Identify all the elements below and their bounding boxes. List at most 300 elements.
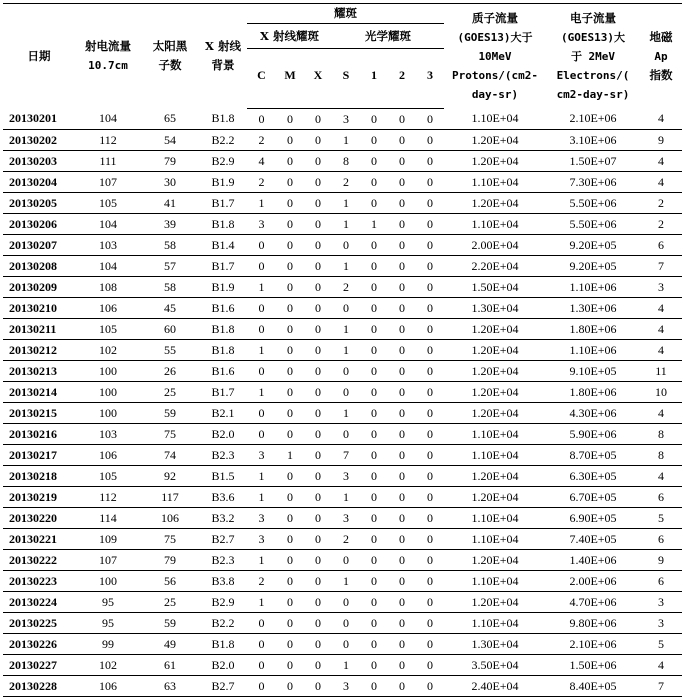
- cell-m-flares: 0: [276, 550, 304, 571]
- cell-x-flares: 0: [304, 193, 332, 214]
- cell-class1-flares: 0: [360, 256, 388, 277]
- cell-s-flares: 0: [332, 235, 360, 256]
- cell-proton-flux: 1.20E+04: [444, 340, 546, 361]
- cell-x-flares: 0: [304, 403, 332, 424]
- cell-class2-flares: 0: [388, 571, 416, 592]
- cell-radio-flux: 114: [75, 508, 141, 529]
- cell-proton-flux: 1.20E+04: [444, 193, 546, 214]
- cell-date: 20130218: [3, 466, 75, 487]
- cell-sunspots: 60: [141, 319, 199, 340]
- cell-date: 20130212: [3, 340, 75, 361]
- cell-s-flares: 3: [332, 109, 360, 130]
- cell-c-flares: 3: [247, 508, 276, 529]
- cell-date: 20130214: [3, 382, 75, 403]
- cell-proton-flux: 1.20E+04: [444, 487, 546, 508]
- cell-class1-flares: 0: [360, 277, 388, 298]
- cell-c-flares: 1: [247, 466, 276, 487]
- cell-xray-background: B2.9: [199, 592, 247, 613]
- cell-class3-flares: 0: [416, 109, 444, 130]
- cell-ap-index: 4: [640, 109, 682, 130]
- cell-date: 20130207: [3, 235, 75, 256]
- cell-class1-flares: 0: [360, 319, 388, 340]
- cell-xray-background: B1.4: [199, 235, 247, 256]
- cell-ap-index: 8: [640, 424, 682, 445]
- cell-x-flares: 0: [304, 277, 332, 298]
- cell-s-flares: 0: [332, 382, 360, 403]
- cell-class1-flares: 0: [360, 109, 388, 130]
- cell-date: 20130210: [3, 298, 75, 319]
- cell-radio-flux: 103: [75, 235, 141, 256]
- cell-radio-flux: 104: [75, 256, 141, 277]
- cell-electron-flux: 5.50E+06: [546, 214, 640, 235]
- cell-radio-flux: 112: [75, 130, 141, 151]
- table-row: [3, 109, 682, 130]
- header-xray-background-line2: 背景: [211, 58, 235, 73]
- cell-class1-flares: 0: [360, 613, 388, 634]
- table-row: [3, 466, 682, 487]
- table-row: [3, 592, 682, 613]
- cell-sunspots: 26: [141, 361, 199, 382]
- cell-class1-flares: 1: [360, 214, 388, 235]
- cell-c-flares: 1: [247, 550, 276, 571]
- cell-electron-flux: 6.90E+05: [546, 508, 640, 529]
- cell-date: 20130228: [3, 676, 75, 697]
- cell-c-flares: 0: [247, 424, 276, 445]
- cell-m-flares: 0: [276, 214, 304, 235]
- cell-electron-flux: 4.30E+06: [546, 403, 640, 424]
- cell-ap-index: 4: [640, 655, 682, 676]
- cell-electron-flux: 2.10E+06: [546, 109, 640, 130]
- cell-class1-flares: 0: [360, 550, 388, 571]
- cell-class3-flares: 0: [416, 466, 444, 487]
- cell-xray-background: B1.7: [199, 193, 247, 214]
- cell-electron-flux: 1.10E+06: [546, 340, 640, 361]
- cell-s-flares: 3: [332, 466, 360, 487]
- cell-xray-background: B2.2: [199, 130, 247, 151]
- cell-radio-flux: 100: [75, 382, 141, 403]
- cell-sunspots: 57: [141, 256, 199, 277]
- cell-xray-background: B2.3: [199, 445, 247, 466]
- cell-electron-flux: 5.90E+06: [546, 424, 640, 445]
- cell-class1-flares: 0: [360, 634, 388, 655]
- cell-class3-flares: 0: [416, 340, 444, 361]
- cell-date: 20130221: [3, 529, 75, 550]
- cell-class3-flares: 0: [416, 235, 444, 256]
- cell-electron-flux: 6.70E+05: [546, 487, 640, 508]
- table-row: [3, 319, 682, 340]
- header-sunspots: [141, 4, 199, 109]
- cell-x-flares: 0: [304, 151, 332, 172]
- cell-class2-flares: 0: [388, 634, 416, 655]
- cell-date: 20130208: [3, 256, 75, 277]
- cell-sunspots: 79: [141, 151, 199, 172]
- cell-x-flares: 0: [304, 130, 332, 151]
- cell-x-flares: 0: [304, 445, 332, 466]
- cell-s-flares: 1: [332, 655, 360, 676]
- cell-s-flares: 1: [332, 340, 360, 361]
- cell-sunspots: 75: [141, 424, 199, 445]
- cell-radio-flux: 105: [75, 466, 141, 487]
- cell-electron-flux: 1.80E+06: [546, 382, 640, 403]
- cell-proton-flux: 1.10E+04: [444, 571, 546, 592]
- cell-class3-flares: 0: [416, 676, 444, 697]
- cell-class2-flares: 0: [388, 130, 416, 151]
- cell-s-flares: 2: [332, 529, 360, 550]
- cell-c-flares: 0: [247, 655, 276, 676]
- table-row: [3, 676, 682, 697]
- cell-class2-flares: 0: [388, 550, 416, 571]
- cell-c-flares: 0: [247, 109, 276, 130]
- cell-x-flares: 0: [304, 676, 332, 697]
- cell-class3-flares: 0: [416, 487, 444, 508]
- header-class-s: S: [342, 67, 350, 82]
- cell-electron-flux: 1.10E+06: [546, 277, 640, 298]
- cell-m-flares: 0: [276, 508, 304, 529]
- cell-electron-flux: 1.30E+06: [546, 298, 640, 319]
- header-date: 日期: [27, 48, 51, 63]
- cell-s-flares: 1: [332, 319, 360, 340]
- cell-s-flares: 1: [332, 403, 360, 424]
- cell-ap-index: 10: [640, 382, 682, 403]
- cell-class3-flares: 0: [416, 445, 444, 466]
- cell-class2-flares: 0: [388, 403, 416, 424]
- solar-activity-table: [3, 3, 682, 697]
- cell-class2-flares: 0: [388, 592, 416, 613]
- cell-class1-flares: 0: [360, 382, 388, 403]
- header-electron-line5: cm2-day-sr): [556, 87, 630, 101]
- cell-radio-flux: 105: [75, 193, 141, 214]
- cell-m-flares: 0: [276, 298, 304, 319]
- cell-class1-flares: 0: [360, 193, 388, 214]
- table-row: [3, 445, 682, 466]
- cell-s-flares: 0: [332, 298, 360, 319]
- table-header: [3, 4, 682, 109]
- cell-s-flares: 3: [332, 676, 360, 697]
- cell-c-flares: 0: [247, 298, 276, 319]
- cell-c-flares: 0: [247, 613, 276, 634]
- cell-electron-flux: 3.10E+06: [546, 130, 640, 151]
- cell-xray-background: B2.7: [199, 676, 247, 697]
- cell-c-flares: 0: [247, 235, 276, 256]
- cell-sunspots: 41: [141, 193, 199, 214]
- cell-sunspots: 56: [141, 571, 199, 592]
- cell-proton-flux: 1.20E+04: [444, 130, 546, 151]
- cell-class3-flares: 0: [416, 613, 444, 634]
- cell-s-flares: 8: [332, 151, 360, 172]
- cell-xray-background: B1.8: [199, 109, 247, 130]
- cell-xray-background: B1.7: [199, 256, 247, 277]
- cell-class3-flares: 0: [416, 655, 444, 676]
- cell-ap-index: 3: [640, 277, 682, 298]
- cell-m-flares: 0: [276, 613, 304, 634]
- cell-proton-flux: 1.20E+04: [444, 403, 546, 424]
- header-xray-background: [199, 4, 247, 109]
- header-electron-line4: Electrons/(: [556, 68, 630, 82]
- cell-class3-flares: 0: [416, 214, 444, 235]
- cell-s-flares: 3: [332, 508, 360, 529]
- cell-x-flares: 0: [304, 256, 332, 277]
- header-flares: 耀斑: [247, 4, 444, 24]
- header-proton-flux: [444, 4, 546, 109]
- cell-proton-flux: 1.20E+04: [444, 361, 546, 382]
- cell-class1-flares: 0: [360, 298, 388, 319]
- cell-proton-flux: 1.10E+04: [444, 508, 546, 529]
- cell-electron-flux: 2.10E+06: [546, 634, 640, 655]
- cell-class1-flares: 0: [360, 361, 388, 382]
- cell-class3-flares: 0: [416, 193, 444, 214]
- table-row: [3, 571, 682, 592]
- cell-class1-flares: 0: [360, 487, 388, 508]
- table-row: [3, 550, 682, 571]
- header-radio-flux: [75, 4, 141, 109]
- table-row: [3, 172, 682, 193]
- cell-class2-flares: 0: [388, 613, 416, 634]
- cell-radio-flux: 107: [75, 550, 141, 571]
- cell-xray-background: B2.2: [199, 613, 247, 634]
- cell-class1-flares: 0: [360, 130, 388, 151]
- cell-electron-flux: 1.50E+06: [546, 655, 640, 676]
- cell-proton-flux: 1.20E+04: [444, 550, 546, 571]
- cell-date: 20130205: [3, 193, 75, 214]
- cell-ap-index: 6: [640, 529, 682, 550]
- cell-xray-background: B3.8: [199, 571, 247, 592]
- cell-m-flares: 0: [276, 571, 304, 592]
- cell-s-flares: 0: [332, 634, 360, 655]
- cell-xray-background: B1.8: [199, 319, 247, 340]
- cell-radio-flux: 103: [75, 424, 141, 445]
- cell-c-flares: 0: [247, 634, 276, 655]
- cell-ap-index: 4: [640, 298, 682, 319]
- cell-ap-index: 6: [640, 571, 682, 592]
- cell-radio-flux: 104: [75, 214, 141, 235]
- cell-x-flares: 0: [304, 298, 332, 319]
- cell-m-flares: 0: [276, 382, 304, 403]
- cell-ap-index: 9: [640, 130, 682, 151]
- header-proton-line4: Protons/(cm2-: [451, 68, 539, 82]
- cell-proton-flux: 1.10E+04: [444, 424, 546, 445]
- cell-radio-flux: 105: [75, 319, 141, 340]
- table-row: [3, 424, 682, 445]
- cell-date: 20130204: [3, 172, 75, 193]
- solar-activity-table-container: [3, 3, 682, 697]
- cell-xray-background: B1.9: [199, 277, 247, 298]
- cell-sunspots: 49: [141, 634, 199, 655]
- cell-class1-flares: 0: [360, 508, 388, 529]
- table-row: [3, 382, 682, 403]
- cell-proton-flux: 2.00E+04: [444, 235, 546, 256]
- cell-date: 20130216: [3, 424, 75, 445]
- header-ap-line2: Ap: [654, 49, 668, 63]
- cell-class1-flares: 0: [360, 235, 388, 256]
- cell-radio-flux: 106: [75, 676, 141, 697]
- cell-date: 20130223: [3, 571, 75, 592]
- cell-ap-index: 6: [640, 235, 682, 256]
- cell-class1-flares: 0: [360, 592, 388, 613]
- cell-date: 20130215: [3, 403, 75, 424]
- cell-date: 20130209: [3, 277, 75, 298]
- cell-date: 20130219: [3, 487, 75, 508]
- cell-radio-flux: 102: [75, 655, 141, 676]
- cell-class3-flares: 0: [416, 298, 444, 319]
- cell-class3-flares: 0: [416, 130, 444, 151]
- cell-radio-flux: 100: [75, 361, 141, 382]
- cell-class2-flares: 0: [388, 424, 416, 445]
- cell-proton-flux: 1.20E+04: [444, 592, 546, 613]
- cell-electron-flux: 2.00E+06: [546, 571, 640, 592]
- cell-class2-flares: 0: [388, 193, 416, 214]
- cell-class1-flares: 0: [360, 676, 388, 697]
- cell-class1-flares: 0: [360, 445, 388, 466]
- cell-c-flares: 3: [247, 529, 276, 550]
- cell-sunspots: 117: [141, 487, 199, 508]
- cell-ap-index: 9: [640, 550, 682, 571]
- cell-class1-flares: 0: [360, 172, 388, 193]
- cell-s-flares: 1: [332, 130, 360, 151]
- cell-class1-flares: 0: [360, 529, 388, 550]
- cell-date: 20130225: [3, 613, 75, 634]
- cell-xray-background: B1.8: [199, 214, 247, 235]
- cell-class2-flares: 0: [388, 214, 416, 235]
- cell-x-flares: 0: [304, 214, 332, 235]
- cell-ap-index: 5: [640, 634, 682, 655]
- cell-s-flares: 0: [332, 592, 360, 613]
- cell-m-flares: 0: [276, 340, 304, 361]
- cell-x-flares: 0: [304, 319, 332, 340]
- cell-sunspots: 25: [141, 382, 199, 403]
- cell-class3-flares: 0: [416, 277, 444, 298]
- cell-ap-index: 4: [640, 151, 682, 172]
- cell-s-flares: 2: [332, 172, 360, 193]
- cell-xray-background: B2.3: [199, 550, 247, 571]
- cell-class2-flares: 0: [388, 319, 416, 340]
- cell-electron-flux: 8.70E+05: [546, 445, 640, 466]
- table-row: [3, 508, 682, 529]
- header-sunspots-line1: 太阳黑: [152, 39, 188, 54]
- cell-radio-flux: 107: [75, 172, 141, 193]
- cell-radio-flux: 99: [75, 634, 141, 655]
- cell-m-flares: 0: [276, 634, 304, 655]
- cell-electron-flux: 1.50E+07: [546, 151, 640, 172]
- cell-sunspots: 106: [141, 508, 199, 529]
- header-class-c: C: [257, 67, 266, 82]
- header-xray-flares: X 射线耀斑: [247, 24, 332, 49]
- cell-ap-index: 3: [640, 613, 682, 634]
- header-proton-line5: day-sr): [471, 87, 519, 101]
- cell-class3-flares: 0: [416, 172, 444, 193]
- cell-class2-flares: 0: [388, 277, 416, 298]
- cell-proton-flux: 1.10E+04: [444, 109, 546, 130]
- cell-radio-flux: 100: [75, 571, 141, 592]
- cell-m-flares: 1: [276, 445, 304, 466]
- cell-m-flares: 0: [276, 193, 304, 214]
- cell-radio-flux: 106: [75, 445, 141, 466]
- cell-ap-index: 8: [640, 445, 682, 466]
- cell-ap-index: 11: [640, 361, 682, 382]
- cell-c-flares: 1: [247, 340, 276, 361]
- cell-class3-flares: 0: [416, 319, 444, 340]
- cell-m-flares: 0: [276, 676, 304, 697]
- cell-s-flares: 0: [332, 550, 360, 571]
- cell-xray-background: B1.8: [199, 340, 247, 361]
- cell-m-flares: 0: [276, 235, 304, 256]
- cell-class1-flares: 0: [360, 340, 388, 361]
- cell-proton-flux: 1.10E+04: [444, 529, 546, 550]
- cell-x-flares: 0: [304, 529, 332, 550]
- cell-xray-background: B1.6: [199, 298, 247, 319]
- cell-radio-flux: 111: [75, 151, 141, 172]
- table-row: [3, 298, 682, 319]
- header-class-3: 3: [427, 67, 433, 82]
- cell-class1-flares: 0: [360, 424, 388, 445]
- cell-class2-flares: 0: [388, 655, 416, 676]
- cell-proton-flux: 2.40E+04: [444, 676, 546, 697]
- cell-class2-flares: 0: [388, 382, 416, 403]
- header-radio-flux-line1: 射电流量: [85, 39, 131, 54]
- cell-ap-index: 5: [640, 508, 682, 529]
- cell-class2-flares: 0: [388, 235, 416, 256]
- cell-electron-flux: 9.10E+05: [546, 361, 640, 382]
- cell-s-flares: 2: [332, 277, 360, 298]
- cell-c-flares: 3: [247, 445, 276, 466]
- table-row: [3, 655, 682, 676]
- header-class-2: 2: [399, 67, 405, 82]
- cell-class2-flares: 0: [388, 109, 416, 130]
- cell-class3-flares: 0: [416, 361, 444, 382]
- cell-ap-index: 2: [640, 193, 682, 214]
- cell-class2-flares: 0: [388, 256, 416, 277]
- header-sunspots-line2: 子数: [158, 58, 182, 73]
- cell-ap-index: 3: [640, 592, 682, 613]
- cell-c-flares: 0: [247, 403, 276, 424]
- cell-c-flares: 1: [247, 277, 276, 298]
- cell-proton-flux: 1.10E+04: [444, 214, 546, 235]
- cell-sunspots: 75: [141, 529, 199, 550]
- cell-electron-flux: 1.80E+06: [546, 319, 640, 340]
- cell-m-flares: 0: [276, 109, 304, 130]
- cell-m-flares: 0: [276, 529, 304, 550]
- cell-class2-flares: 0: [388, 151, 416, 172]
- cell-date: 20130201: [3, 109, 75, 130]
- cell-class2-flares: 0: [388, 529, 416, 550]
- header-class-x: X: [313, 67, 323, 82]
- cell-xray-background: B1.6: [199, 361, 247, 382]
- cell-sunspots: 30: [141, 172, 199, 193]
- cell-class3-flares: 0: [416, 508, 444, 529]
- cell-x-flares: 0: [304, 571, 332, 592]
- cell-sunspots: 61: [141, 655, 199, 676]
- cell-sunspots: 45: [141, 298, 199, 319]
- header-xray-background-line1: X 射线: [205, 39, 241, 54]
- cell-ap-index: 7: [640, 676, 682, 697]
- cell-c-flares: 2: [247, 571, 276, 592]
- table-row: [3, 277, 682, 298]
- cell-date: 20130226: [3, 634, 75, 655]
- cell-class2-flares: 0: [388, 508, 416, 529]
- cell-xray-background: B1.9: [199, 172, 247, 193]
- cell-class2-flares: 0: [388, 445, 416, 466]
- table-row: [3, 361, 682, 382]
- cell-x-flares: 0: [304, 508, 332, 529]
- cell-sunspots: 58: [141, 277, 199, 298]
- table-row: [3, 529, 682, 550]
- header-ap-index: [640, 4, 682, 109]
- cell-xray-background: B2.1: [199, 403, 247, 424]
- cell-xray-background: B1.8: [199, 634, 247, 655]
- cell-date: 20130203: [3, 151, 75, 172]
- cell-x-flares: 0: [304, 613, 332, 634]
- header-class-1: 1: [371, 67, 377, 82]
- cell-class2-flares: 0: [388, 466, 416, 487]
